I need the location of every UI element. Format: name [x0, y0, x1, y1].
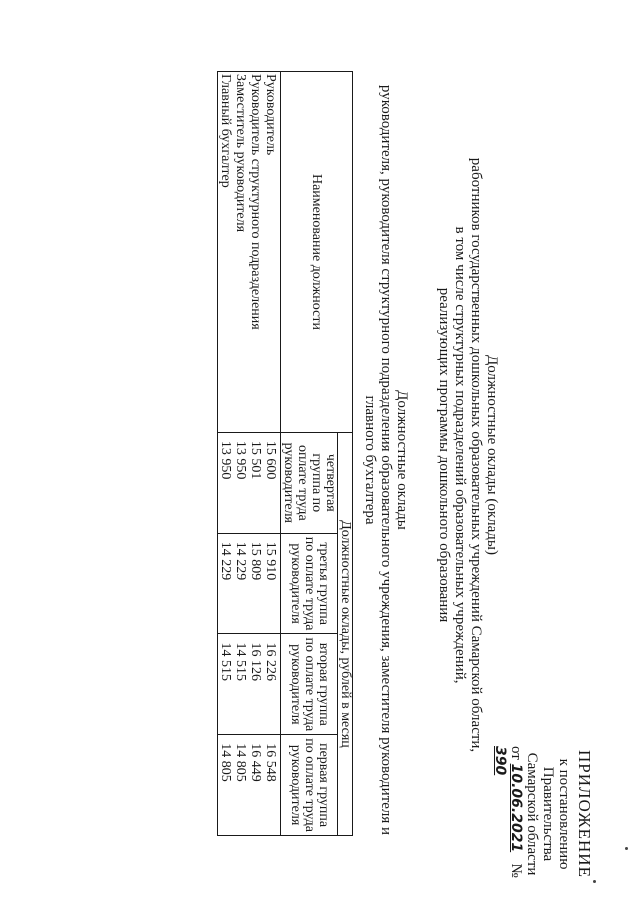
column-header-group-4: четвертая группа по оплате труда руководителя: [281, 432, 338, 533]
salary-cell: 16 449: [248, 735, 263, 836]
scan-speck: [625, 847, 628, 850]
salary-cell: 15 809: [248, 533, 263, 634]
salary-cell: 14 515: [233, 634, 248, 735]
position-name-header: Наименование должности: [281, 72, 353, 433]
scan-speck: [593, 880, 596, 883]
salary-cell: 15 501: [248, 432, 263, 533]
title-line-2: работников государственных дошкольных образовательных учреждений Самарской области,: [468, 157, 484, 753]
appendix-title: ПРИЛОЖЕНИЕ: [575, 750, 594, 878]
position-cell: Руководитель структурного подразделения: [248, 72, 263, 433]
salary-cell: 14 229: [233, 533, 248, 634]
appendix-line-1: к постановлению Правительства: [540, 758, 572, 870]
salary-cell: 15 600: [263, 432, 281, 533]
title-line-3: в том числе структурных подразделений образовательных учреждений,: [452, 226, 468, 684]
appendix-header: [492, 734, 592, 894]
salary-cell: 14 805: [218, 735, 234, 836]
title-line-1: Должностные оклады (оклады): [484, 354, 500, 556]
column-header-group-3: третья группа по оплате труда руководителя: [281, 533, 338, 634]
salary-cell: 16 226: [263, 634, 281, 735]
number-prefix: №: [508, 863, 524, 878]
table-row: [218, 72, 234, 836]
salary-cell: 14 515: [218, 634, 234, 735]
column-header-group-1: первая группа по оплате труда руководителя: [281, 735, 338, 836]
handwritten-date: 10.06.2021: [508, 763, 524, 853]
salary-cell: 16 548: [263, 735, 281, 836]
salary-cell: 15 910: [263, 533, 281, 634]
appendix-line-2: Самарской области: [524, 752, 540, 876]
document-title: [436, 150, 500, 760]
salary-cell: 13 950: [233, 432, 248, 533]
handwritten-number: 390: [492, 746, 508, 776]
section-line-3: главного бухгалтера: [362, 395, 378, 525]
salary-group-header: Должностные оклады, рублей в месяц: [338, 432, 353, 835]
date-prefix: от: [508, 746, 524, 760]
salary-cell: 14 229: [218, 533, 234, 634]
salary-cell: 13 950: [218, 432, 234, 533]
column-header-group-2: вторая группа по оплате труда руководителя: [281, 634, 338, 735]
section-line-2: руководителя, руководителя структурного подразделения образовательного учреждения, заместителя руководителя и: [378, 84, 394, 836]
table-row: [233, 72, 248, 836]
salary-cell: 14 805: [233, 735, 248, 836]
title-line-4: реализующих программы дошкольного образования: [436, 287, 452, 623]
section-line-1: Должностные оклады: [394, 390, 410, 530]
table-row: [263, 72, 281, 836]
table-row: [248, 72, 263, 836]
section-title: [362, 60, 410, 860]
salary-cell: 16 126: [248, 634, 263, 735]
salary-table: [217, 71, 353, 836]
position-cell: Руководитель: [263, 72, 281, 433]
position-cell: Главный бухгалтер: [218, 72, 234, 433]
position-cell: Заместитель руководителя: [233, 72, 248, 433]
